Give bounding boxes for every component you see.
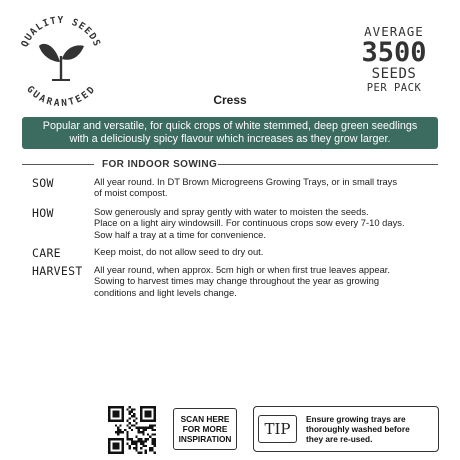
- product-title: Cress: [213, 93, 247, 107]
- tip-line-2: thoroughly washed before: [306, 424, 410, 434]
- instruction-key: HARVEST: [32, 264, 83, 278]
- instruction-line: All year round, when approx. 5cm high or when first true leaves appear.: [94, 264, 390, 275]
- scan-line-2: FOR MORE: [182, 424, 228, 434]
- seedling-icon: [39, 44, 84, 80]
- scan-line-1: SCAN HERE: [180, 414, 230, 424]
- instruction-line: Keep moist, do not allow seed to dry out.: [94, 246, 264, 257]
- instruction-text: [92, 176, 442, 199]
- badge-bottom-text: GUARANTEED: [23, 84, 99, 106]
- instruction-line: All year round. In DT Brown Microgreens Growing Trays, or in small trays: [94, 176, 398, 187]
- description-banner: [22, 117, 438, 149]
- section-rule-left: [22, 164, 94, 165]
- seed-average-label: AVERAGE: [364, 24, 424, 39]
- qr-code[interactable]: [108, 406, 156, 454]
- instruction-row-sow: [32, 176, 442, 199]
- seed-count-number: 3500: [361, 37, 427, 68]
- instruction-key: CARE: [32, 246, 61, 260]
- instruction-key: SOW: [32, 176, 54, 190]
- instruction-line: of moist compost.: [94, 187, 168, 199]
- instruction-line: Sow generously and spray gently with water to moisten the seeds.: [94, 206, 369, 217]
- tip-line-3: they are re-used.: [306, 434, 373, 444]
- instruction-line: Sowing to harvest times may change throughout the year as growing: [94, 275, 380, 287]
- banner-line-1: Popular and versatile, for quick crops of white stemmed, deep green seedlings: [42, 120, 418, 132]
- section-heading: FOR INDOOR SOWING: [102, 159, 218, 170]
- instruction-row-harvest: [32, 264, 442, 298]
- instruction-key: HOW: [32, 206, 54, 220]
- badge-top-text: QUALITY SEEDS: [19, 14, 103, 49]
- banner-line-2: with a deliciously spicy flavour which increases as they grow larger.: [69, 133, 391, 145]
- seed-per-pack-label: PER PACK: [366, 82, 422, 94]
- tip-line-1: Ensure growing trays are: [306, 414, 406, 424]
- instruction-row-how: [32, 206, 442, 240]
- svg-text:QUALITY SEEDS: [19, 15, 102, 49]
- tip-label: TIP: [258, 415, 297, 443]
- quality-seeds-badge: [14, 12, 108, 106]
- tip-text: [306, 414, 436, 444]
- instruction-line: Place on a light airy windowsill. For continuous crops sow every 7-10 days.: [94, 217, 405, 229]
- instruction-text: [92, 264, 442, 298]
- instruction-text: [92, 206, 442, 240]
- seed-count-label: SEEDS: [371, 66, 417, 82]
- section-rule-right: [218, 164, 438, 165]
- seed-count-block: [352, 24, 436, 94]
- instruction-row-care: [32, 246, 442, 260]
- scan-here-box: [173, 408, 237, 450]
- instruction-text: [92, 246, 442, 260]
- instruction-line: conditions and light levels change.: [94, 286, 237, 298]
- scan-line-3: INSPIRATION: [178, 434, 232, 444]
- instruction-line: Sow half a tray at a time for convenience.: [94, 228, 266, 240]
